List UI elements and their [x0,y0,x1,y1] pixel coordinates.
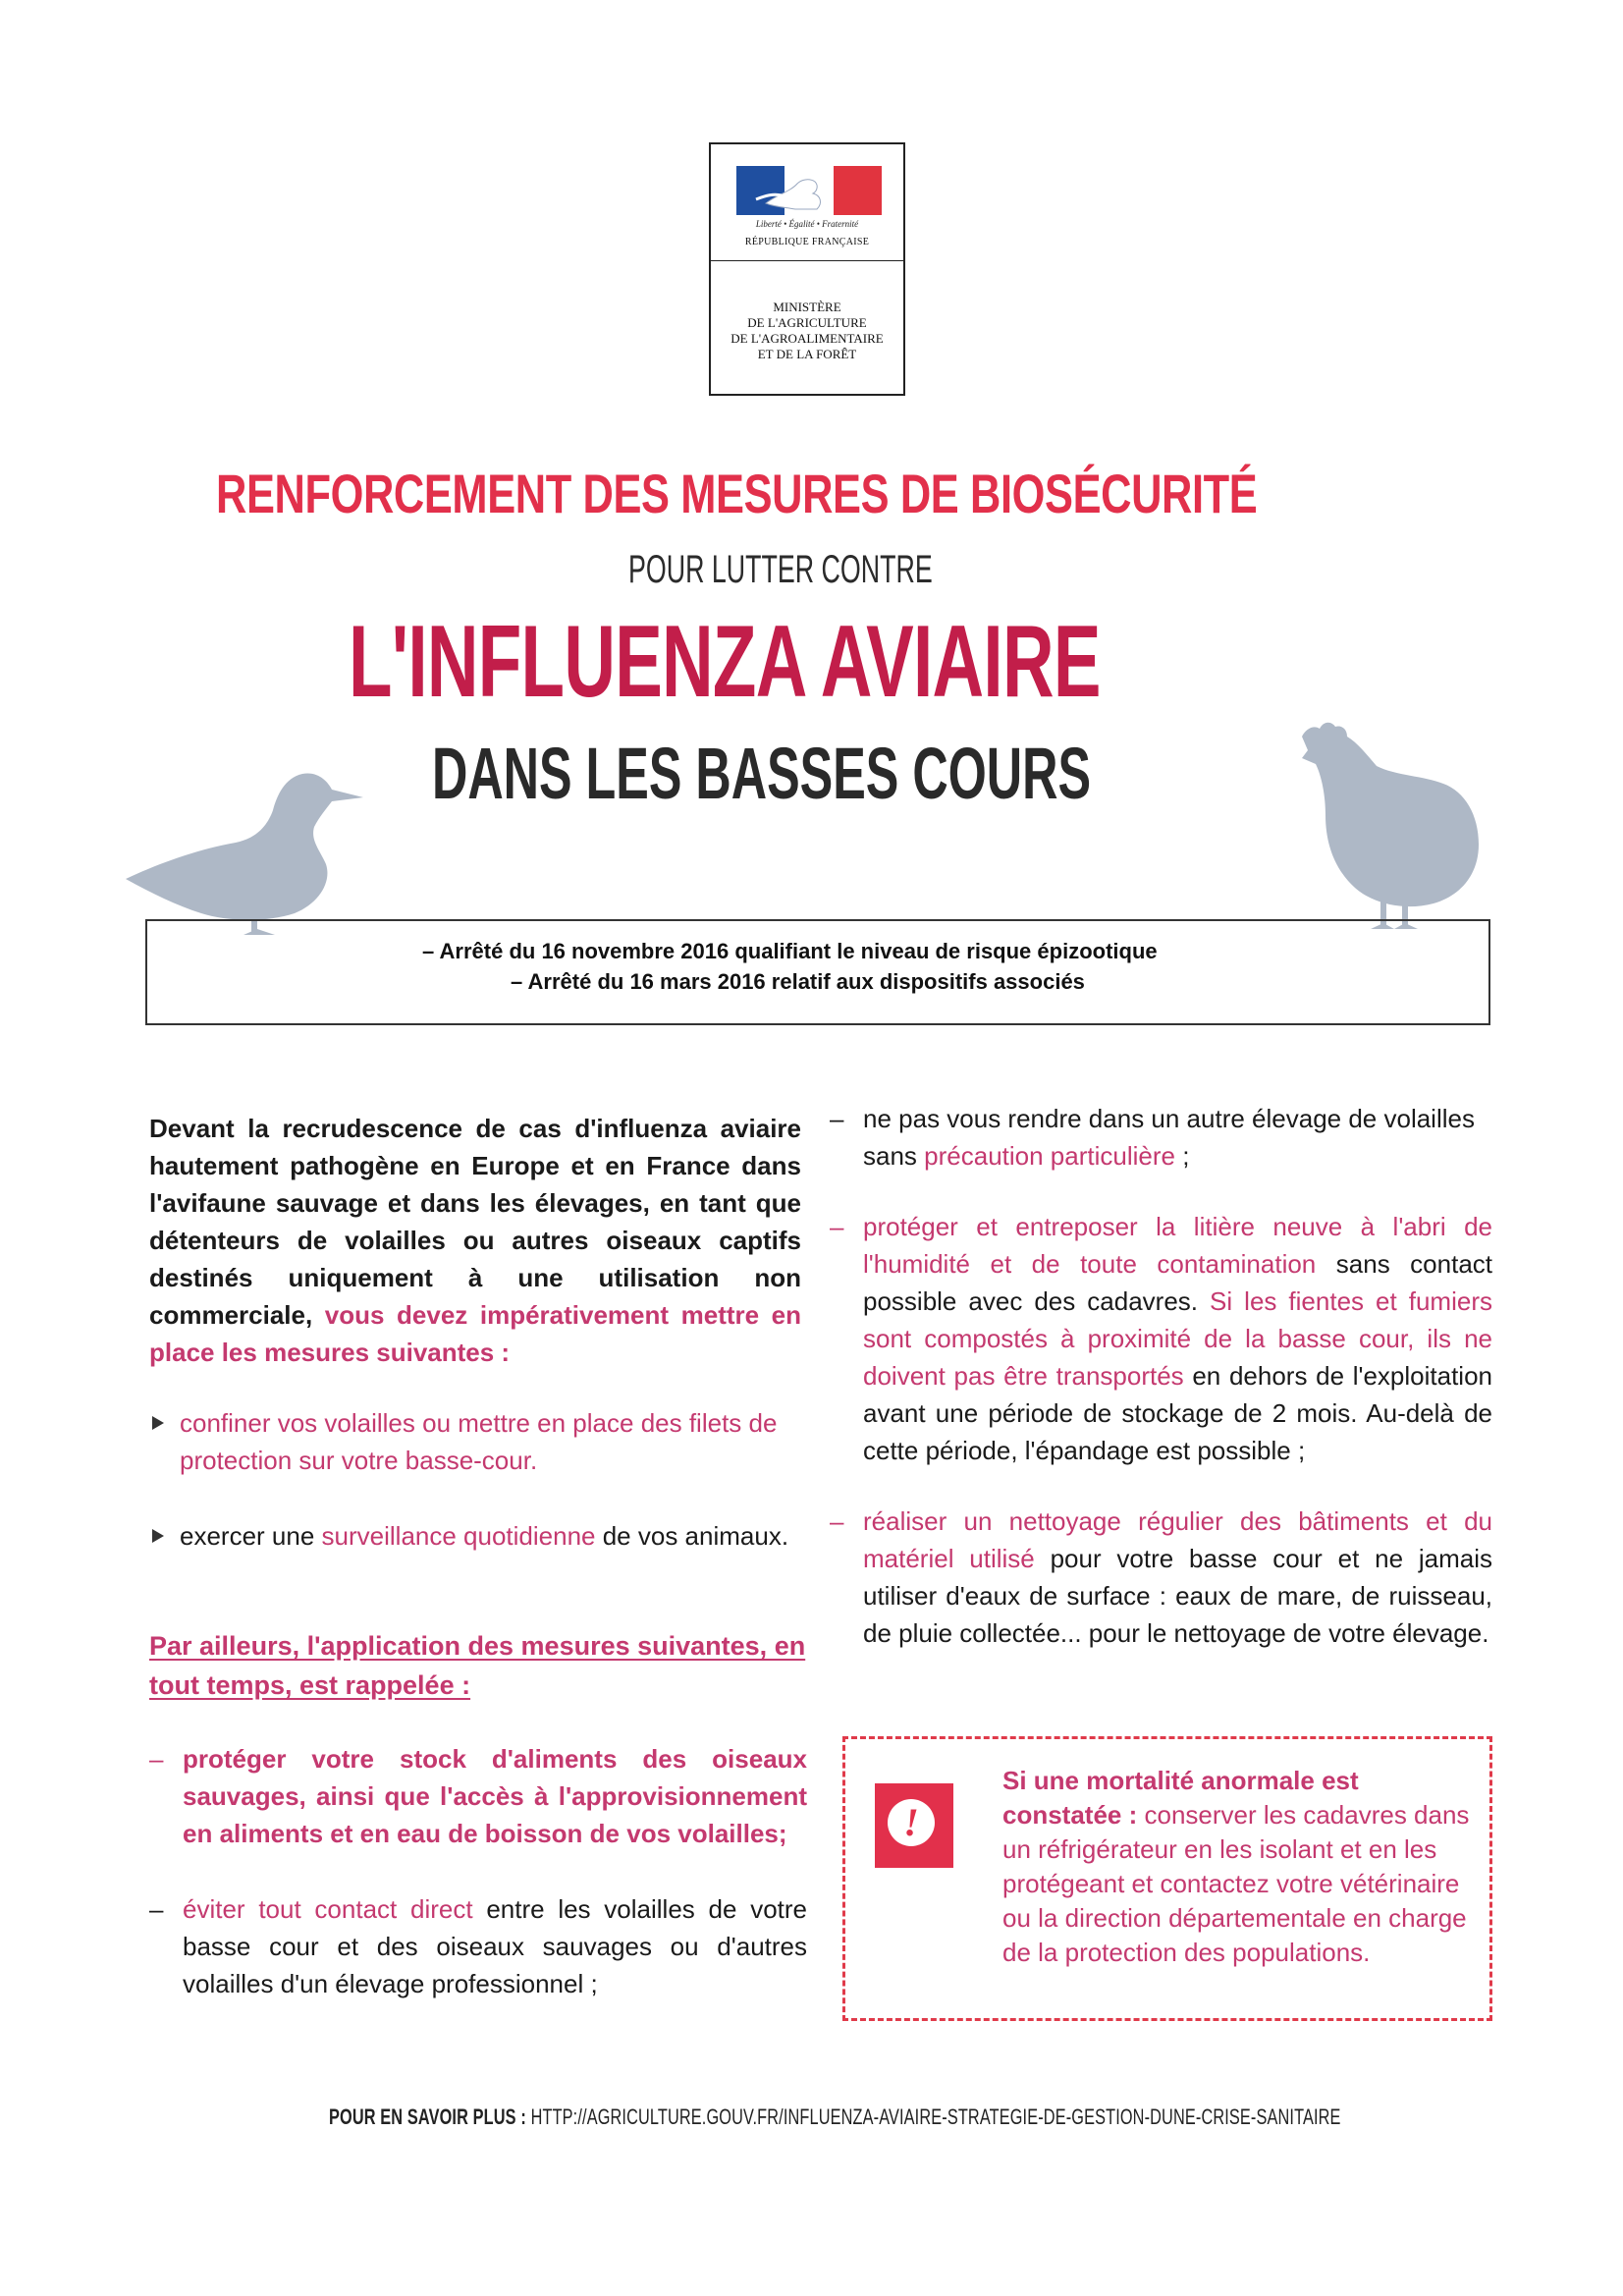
bullet-surveillance [152,1517,810,1555]
list-item-aliments [149,1740,807,1852]
headline-influenza: L'INFLUENZA AVIAIRE [349,605,1101,719]
reference-arrete-mars: – Arrêté du 16 mars 2016 relatif aux dispositifs associés [511,969,1085,994]
list-item-text-part: en dehors de l'exploitation avant une période de stockage de 2 mois. Au-delà de cette période, l'épandage est possible ; [863,1361,1493,1465]
alert-heading: Si une mortalité anormale est constatée : [1002,1766,1359,1830]
footer-label: POUR EN SAVOIR PLUS : [329,2105,526,2129]
alert-text [1002,1764,1474,1970]
list-item-highlight: protéger et entreposer la litière neuve à l'abri de l'humidité et de toute contamination [863,1212,1492,1279]
alert-body: conserver les cadavres dans un réfrigérateur en les isolant et en les protégeant et contactez votre vétérinaire ou la direction départementale en charge de la protection des populations. [1002,1800,1470,1967]
list-item-text [863,1208,1492,1469]
list-item-text [183,1890,807,2002]
bullet-text-part: de vos animaux. [595,1521,789,1551]
ministry-line: DE L'AGRICULTURE [747,315,867,330]
bullet-confinement [152,1404,810,1479]
list-item-text [863,1503,1492,1652]
footer-url[interactable]: HTTP://AGRICULTURE.GOUV.FR/INFLUENZA-AVIAIRE-STRATEGIE-DE-GESTION-DUNE-CRISE-SANITAIRE [525,2105,1341,2129]
warning-icon [875,1783,953,1868]
list-item-text-part: pour votre basse cour et ne jamais utiliser d'eaux de surface : eaux de mare, de ruisseau, de pluie collectée... pour le nettoyage de votre élevage. [863,1544,1492,1648]
list-item-text-part: sans contact possible avec des cadavres. [863,1249,1493,1316]
exclamation-icon: ! [888,1799,935,1846]
triangle-bullet-icon [152,1529,164,1543]
list-item-nettoyage [830,1503,1492,1652]
headline-lutter: POUR LUTTER CONTRE [628,548,933,591]
republique-francaise: RÉPUBLIQUE FRANÇAISE [744,237,870,247]
republic-motto: Liberté • Égalité • Fraternité [755,219,859,229]
list-item-elevage [830,1100,1492,1175]
ministry-line: MINISTÈRE [773,300,841,314]
list-item-text: protéger votre stock d'aliments des oiseaux sauvages, ainsi que l'accès à l'approvisionnement en aliments et en eau de boisson de vos volailles; [183,1744,807,1848]
reminder-heading [149,1626,817,1705]
list-item-text-part: ne pas vous rendre dans un autre élevage de volailles sans [863,1104,1475,1171]
ministry-name [711,300,903,362]
footer-more-info [329,2105,1341,2130]
reference-arrete-novembre: – Arrêté du 16 novembre 2016 qualifiant le niveau de risque épizootique [422,939,1158,963]
intro-mandatory-text: vous devez impérativement mettre en place les mesures suivantes : [149,1300,801,1367]
ministry-logo [709,142,905,396]
dash-bullet: – [149,1894,164,1924]
dash-bullet: – [830,1104,844,1133]
bullet-text-part: exercer une [180,1521,322,1551]
duck-icon [118,756,373,943]
hen-icon [1286,707,1492,933]
dash-bullet: – [830,1212,844,1241]
list-item-highlight: Si les fientes et fumiers sont compostés à proximité de la basse cour, ils ne doivent pas être transportés [863,1286,1492,1391]
reminder-heading-text: Par ailleurs, l'application des mesures suivantes, en tout temps, est rappelée : [149,1631,806,1700]
legal-references-box [145,919,1490,1025]
dash-bullet: – [149,1744,164,1774]
list-item-contact [149,1890,807,2002]
intro-text: Devant la recrudescence de cas d'influenza aviaire hautement pathogène en Europe et en France dans l'avifaune sauvage et dans les élevages, en tant que détenteurs de volailles ou autres oiseaux captifs destinés uniquement à une utilisation non commerciale, [149,1114,801,1330]
marianne-block [711,144,903,261]
mortality-alert-box [842,1736,1492,2021]
list-item-highlight: précaution particulière [924,1141,1175,1171]
bullet-highlight: surveillance quotidienne [321,1521,596,1551]
marianne-flag-icon [736,166,882,215]
list-item-text [863,1100,1492,1175]
bullet-text [180,1517,810,1555]
dash-bullet: – [830,1506,844,1536]
list-item-text-part: entre les volailles de votre basse cour et des oiseaux sauvages ou d'autres volailles d'un élevage professionnel ; [183,1894,807,1998]
bullet-text: confiner vos volailles ou mettre en place des filets de protection sur votre basse-cour. [180,1408,778,1475]
list-item-litiere [830,1208,1492,1469]
headline-biosecurite: RENFORCEMENT DES MESURES DE BIOSÉCURITÉ [216,463,1258,524]
list-item-text-part: ; [1174,1141,1190,1171]
headline-basses-cours: DANS LES BASSES COURS [432,733,1092,814]
ministry-line: DE L'AGROALIMENTAIRE [730,331,884,346]
triangle-bullet-icon [152,1416,164,1430]
list-item-highlight: éviter tout contact direct [183,1894,473,1924]
intro-paragraph [149,1110,801,1371]
ministry-line: ET DE LA FORÊT [757,347,857,361]
list-item-highlight: réaliser un nettoyage régulier des bâtiments et du matériel utilisé [863,1506,1492,1573]
